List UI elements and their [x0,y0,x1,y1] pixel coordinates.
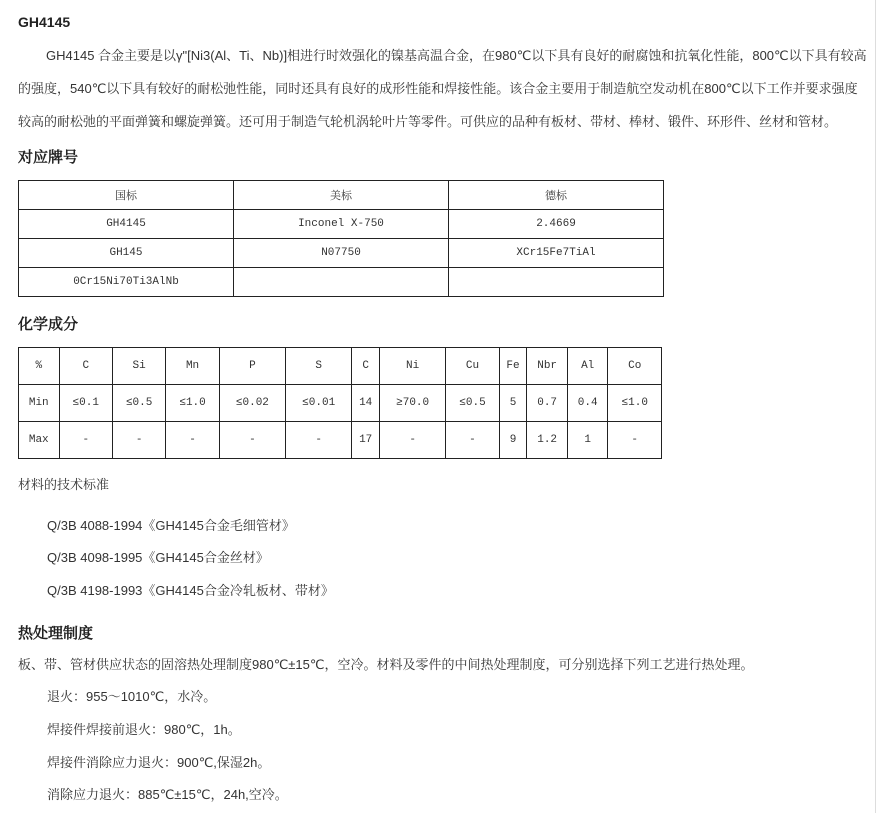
table-cell: 5 [499,385,527,422]
standards-heading: 材料的技术标准 [18,477,110,492]
table-cell: ≤0.1 [59,385,112,422]
table-cell: - [380,422,446,459]
table-cell [234,268,449,297]
standard-item: Q/3B 4198-1993《GH4145合金冷轧板材、带材》 [47,583,334,598]
table-row [19,268,664,297]
grades-table [18,180,664,297]
table-row [19,348,662,385]
table-cell: ≤0.5 [446,385,499,422]
table-cell: C [352,348,380,385]
composition-heading: 化学成分 [18,316,79,333]
table-cell: - [166,422,219,459]
table-cell: GH145 [19,239,234,268]
heat-item: 焊接件消除应力退火：900℃,保湿2h。 [47,755,271,770]
table-cell: - [112,422,165,459]
standard-item: Q/3B 4088-1994《GH4145合金毛细管材》 [47,518,295,533]
table-cell: 国标 [19,181,234,210]
table-cell: Si [112,348,165,385]
table-cell: - [608,422,662,459]
table-cell: Cu [446,348,499,385]
table-row [19,210,664,239]
heat-intro: 板、带、管材供应状态的固溶热处理制度980℃±15℃，空冷。材料及零件的中间热处理制度，可分别选择下列工艺进行热处理。 [18,657,754,672]
table-cell: 1.2 [527,422,568,459]
table-cell: ≤1.0 [166,385,219,422]
heat-item: 消除应力退火：885℃±15℃，24h,空冷。 [47,787,288,802]
table-cell: Al [567,348,608,385]
table-cell: ≤0.5 [112,385,165,422]
grades-heading: 对应牌号 [18,149,79,166]
table-cell: 17 [352,422,380,459]
table-cell: 2.4669 [449,210,664,239]
heat-heading: 热处理制度 [18,625,94,642]
table-cell: - [446,422,499,459]
composition-table [18,347,662,459]
heat-item: 焊接件焊接前退火：980℃，1h。 [47,722,241,737]
table-cell: P [219,348,285,385]
table-cell: Min [19,385,60,422]
table-cell: ≥70.0 [380,385,446,422]
table-cell: GH4145 [19,210,234,239]
table-cell: XCr15Fe7TiAl [449,239,664,268]
table-cell: N07750 [234,239,449,268]
table-cell: Ni [380,348,446,385]
table-cell: ≤1.0 [608,385,662,422]
table-cell: Inconel X-750 [234,210,449,239]
table-row [19,385,662,422]
table-cell: Nbr [527,348,568,385]
table-cell: 德标 [449,181,664,210]
table-cell: ≤0.02 [219,385,285,422]
table-cell [449,268,664,297]
table-cell: Co [608,348,662,385]
heat-item: 退火：955～1010℃，水冷。 [47,689,217,704]
table-cell: - [219,422,285,459]
table-row [19,422,662,459]
table-cell: 9 [499,422,527,459]
table-cell: S [286,348,352,385]
standard-item: Q/3B 4098-1995《GH4145合金丝材》 [47,550,269,565]
table-cell: 14 [352,385,380,422]
table-cell: ≤0.01 [286,385,352,422]
intro-line-3: 较高的耐松弛的平面弹簧和螺旋弹簧。还可用于制造气轮机涡轮叶片等零件。可供应的品种有板材、带材、棒材、锻件、环形件、丝材和管材。 [18,114,838,129]
intro-line-1: GH4145 合金主要是以γ"[Ni3(Al、Ti、Nb)]相进行时效强化的镍基高温合金，在980℃以下具有良好的耐腐蚀和抗氧化性能，800℃以下具有较高 [46,48,867,63]
table-cell: 0.4 [567,385,608,422]
table-cell: Fe [499,348,527,385]
table-cell: Mn [166,348,219,385]
table-row [19,181,664,210]
table-cell: 美标 [234,181,449,210]
table-cell: - [59,422,112,459]
page-border [875,0,876,813]
table-cell: Max [19,422,60,459]
table-cell: 0.7 [527,385,568,422]
table-cell: 1 [567,422,608,459]
table-cell: - [286,422,352,459]
table-cell: C [59,348,112,385]
table-row [19,239,664,268]
page-title: GH4145 [18,14,71,30]
table-cell: 0Cr15Ni70Ti3AlNb [19,268,234,297]
table-cell: % [19,348,60,385]
intro-line-2: 的强度，540℃以下具有较好的耐松弛性能，同时还具有良好的成形性能和焊接性能。该合金主要用于制造航空发动机在800℃以下工作并要求强度 [18,81,858,96]
